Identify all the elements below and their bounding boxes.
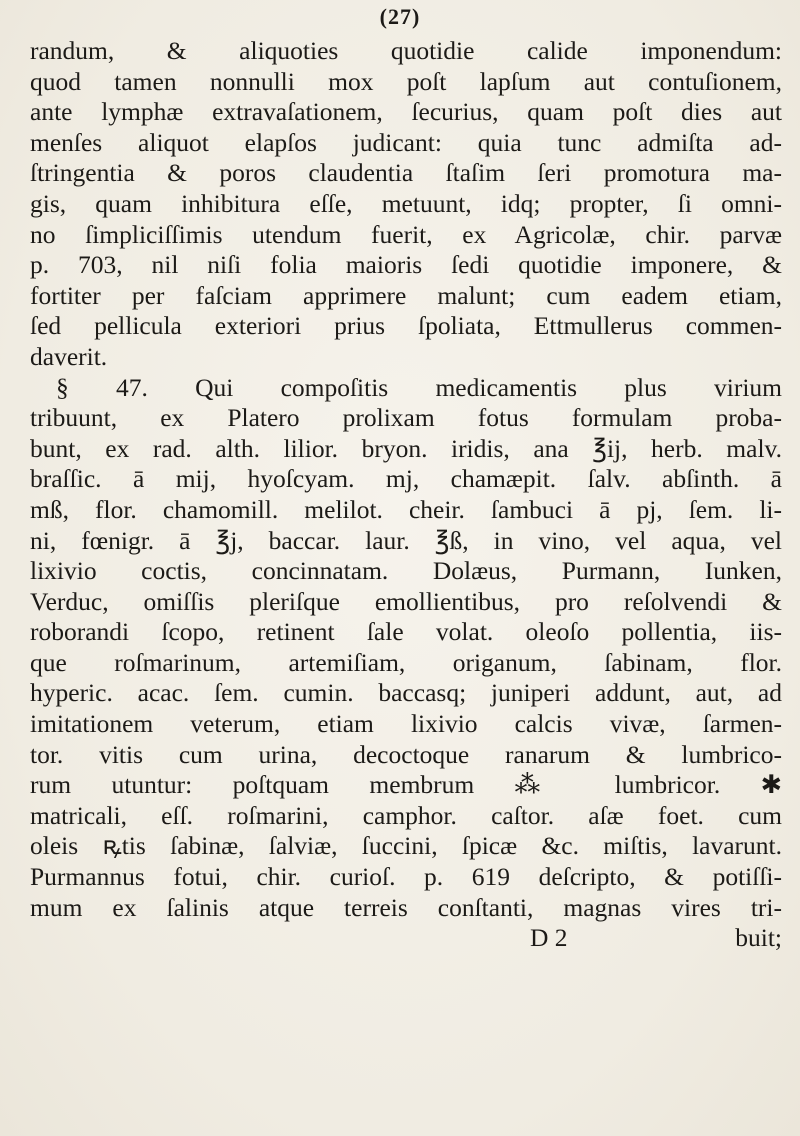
text-line: oleis ꝶtis ſabinæ, ſalviæ, ſuccini, ſpicæ &c. miſtis, lavarunt. [30, 831, 782, 861]
text-line: ante lymphæ extravaſationem, ſecurius, quam poſt dies aut [30, 97, 782, 127]
text-line: roborandi ſcopo, retinent ſale volat. oleoſo pollentia, iis- [30, 617, 782, 647]
text-line: bunt, ex rad. alth. lilior. bryon. iridis, ana ℥ij, herb. malv. [30, 433, 782, 463]
text-line: no ſimpliciſſimis utendum fuerit, ex Agricolæ, chir. parvæ [30, 219, 782, 249]
signature-mark: D 2 [530, 923, 568, 953]
catchword: buit; [735, 923, 782, 953]
text-line: p. 703, nil niſi folia maioris ſedi quotidie imponere, & [30, 250, 782, 280]
text-line: tribuunt, ex Platero prolixam fotus formulam proba- [30, 403, 782, 433]
section-first-line [30, 373, 782, 404]
text-line: ſed pellicula exteriori prius ſpoliata, Ettmullerus commen- [30, 311, 782, 341]
text-line: que roſmarinum, artemiſiam, origanum, ſabinam, flor. [30, 647, 782, 677]
section-number: § 47. [56, 372, 148, 402]
text-line: ſtringentia & poros claudentia ſtaſim ſeri promotura ma- [30, 158, 782, 188]
text-line: Purmannus fotui, chir. curioſ. p. 619 deſcripto, & potiſſi- [30, 862, 782, 892]
text-line: daverit. [30, 341, 108, 371]
text-line: braſſic. ā mij, hyoſcyam. mj, chamæpit. ſalv. abſinth. ā [30, 464, 782, 494]
text-line: mum ex ſalinis atque terreis conſtanti, magnas vires tri- [30, 892, 782, 922]
footer-line [30, 923, 782, 954]
text-line: matricali, eſſ. roſmarini, camphor. caſtor. aſæ foet. cum [30, 800, 782, 830]
text-line: gis, quam inhibitura eſſe, metuunt, idq; propter, ſi omni- [30, 188, 782, 218]
body-text [30, 36, 782, 954]
text-line: tor. vitis cum urina, decoctoque ranarum & lumbrico- [30, 739, 782, 769]
text-line: Verduc, omiſſis pleriſque emollientibus, pro reſolvendi & [30, 586, 782, 616]
text-line: imitationem veterum, etiam lixivio calcis vivæ, ſarmen- [30, 709, 782, 739]
text-line: randum, & aliquoties quotidie calide imponendum: [30, 36, 782, 65]
text-line: hyperic. acac. ſem. cumin. baccasq; juniperi addunt, aut, ad [30, 678, 782, 708]
text-line: ni, fœnigr. ā ℥j, baccar. laur. ℥ß, in vino, vel aqua, vel [30, 525, 782, 555]
text-line: rum utuntur: poſtquam membrum ⁂ lumbricor. ✱ [30, 770, 782, 800]
text-line: mß, flor. chamomill. melilot. cheir. ſambuci ā pj, ſem. li- [30, 494, 782, 524]
text-line: menſes aliquot elapſos judicant: quia tunc admiſta ad- [30, 127, 782, 157]
running-head [0, 0, 800, 34]
text-line: lixivio coctis, concinnatam. Dolæus, Purmann, Iunken, [30, 556, 782, 586]
text-line: quod tamen nonnulli mox poſt lapſum aut contuſionem, [30, 66, 782, 96]
page-number: (27) [379, 4, 421, 29]
text-line: fortiter per faſciam apprimere malunt; cum eadem etiam, [30, 280, 782, 310]
section-text: Qui compoſitis medicamentis plus virium [195, 372, 783, 402]
